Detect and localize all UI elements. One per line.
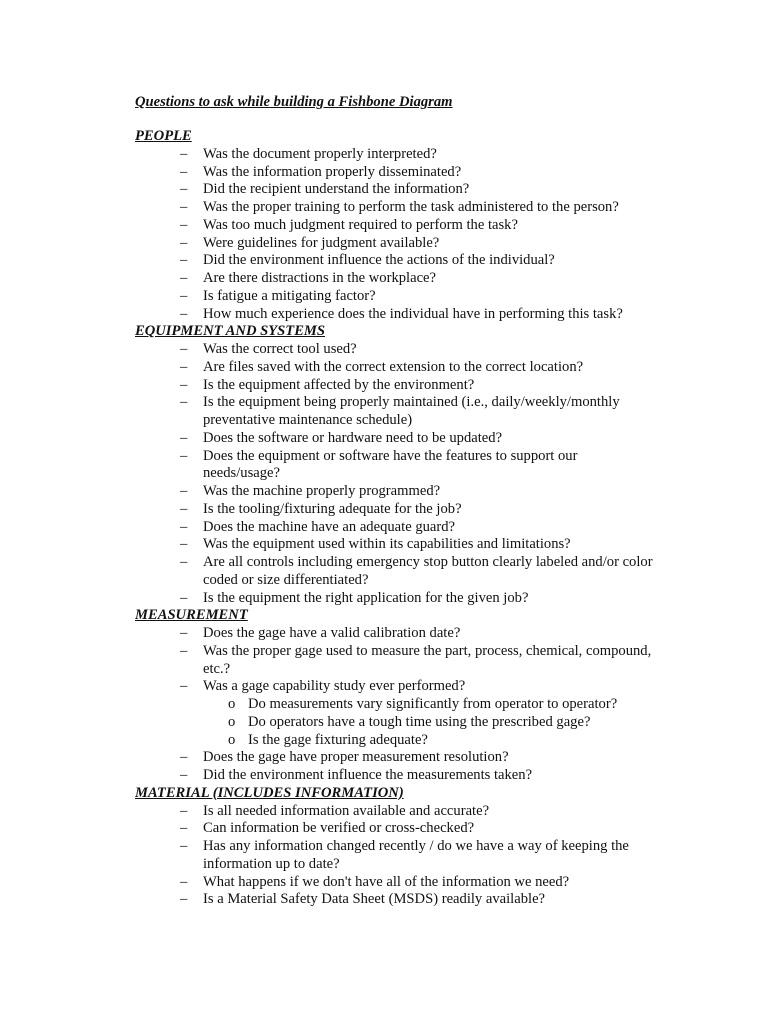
bullet-item <box>135 767 655 785</box>
bullet-text: Are files saved with the correct extension to the correct location? <box>203 358 584 375</box>
bullet-item <box>135 820 655 838</box>
dash-bullet-marker: – <box>180 216 188 233</box>
bullet-item <box>135 306 655 324</box>
dash-bullet-marker: – <box>180 358 188 375</box>
document-title: Questions to ask while building a Fishbone Diagram <box>135 94 453 110</box>
bullet-text: What happens if we don't have all of the information we need? <box>203 873 570 890</box>
bullet-text: Is a Material Safety Data Sheet (MSDS) readily available? <box>203 891 546 908</box>
bullet-item <box>135 803 655 821</box>
bullet-text: Was the document properly interpreted? <box>203 145 437 162</box>
dash-bullet-marker: – <box>180 767 188 783</box>
bullet-text: Was too much judgment required to perform the task? <box>203 216 518 233</box>
bullet-item <box>135 625 655 643</box>
dash-bullet-marker: – <box>180 678 188 695</box>
section-measurement <box>135 607 655 785</box>
bullet-text: How much experience does the individual have in performing this task? <box>203 305 623 322</box>
bullet-text: Is the tooling/fixturing adequate for the job? <box>203 500 462 517</box>
bullet-text: Did the recipient understand the information? <box>203 181 470 198</box>
dash-bullet-marker: – <box>180 642 188 659</box>
bullet-item <box>135 519 655 537</box>
sub-bullet-text: Do measurements vary significantly from operator to operator? <box>248 696 618 712</box>
circle-bullet-marker: o <box>228 696 236 712</box>
dash-bullet-marker: – <box>180 287 188 304</box>
bullet-text: Are all controls including emergency stop button clearly labeled and/or color coded or size differentiated? <box>203 554 653 588</box>
section-heading: PEOPLE <box>135 128 192 144</box>
bullet-text: Is all needed information available and accurate? <box>203 802 490 819</box>
bullet-item <box>135 891 655 909</box>
bullet-text: Was the machine properly programmed? <box>203 483 441 499</box>
dash-bullet-marker: – <box>180 891 188 908</box>
dash-bullet-marker: – <box>180 181 188 198</box>
bullet-item <box>135 164 655 182</box>
dash-bullet-marker: – <box>180 820 188 837</box>
bullet-item <box>135 838 655 874</box>
dash-bullet-marker: – <box>180 163 188 180</box>
bullet-text: Did the environment influence the actions of the individual? <box>203 252 555 269</box>
dash-bullet-marker: – <box>180 199 188 215</box>
bullet-item <box>135 643 655 679</box>
bullet-text: Were guidelines for judgment available? <box>203 234 440 251</box>
dash-bullet-marker: – <box>180 802 188 819</box>
bullet-text: Was a gage capability study ever performed? <box>203 678 466 695</box>
bullet-item <box>135 181 655 199</box>
bullet-text: Is the equipment being properly maintained (i.e., daily/weekly/monthly preventative maintenance schedule) <box>203 394 620 428</box>
section-equipment-and-systems <box>135 323 655 607</box>
bullet-item <box>135 501 655 519</box>
bullet-item <box>135 199 655 217</box>
dash-bullet-marker: – <box>180 394 188 411</box>
section-material-includes-information <box>135 785 655 909</box>
bullet-text: Does the gage have proper measurement resolution? <box>203 749 509 766</box>
bullet-text: Is fatigue a mitigating factor? <box>203 287 376 304</box>
section-heading: EQUIPMENT AND SYSTEMS <box>135 323 326 340</box>
bullet-item <box>135 678 655 696</box>
dash-bullet-marker: – <box>180 500 188 517</box>
sub-bullet-item <box>135 696 655 714</box>
circle-bullet-marker: o <box>228 713 236 730</box>
bullet-text: Has any information changed recently / do we have a way of keeping the information up to date? <box>203 838 629 872</box>
sub-bullet-item <box>135 732 655 750</box>
bullet-item <box>135 217 655 235</box>
bullet-text: Can information be verified or cross-checked? <box>203 820 475 837</box>
dash-bullet-marker: – <box>180 873 188 890</box>
dash-bullet-marker: – <box>180 145 188 162</box>
bullet-text: Is the equipment the right application for the given job? <box>203 589 529 606</box>
dash-bullet-marker: – <box>180 305 188 322</box>
document-body <box>135 128 655 909</box>
sub-bullet-text: Is the gage fixturing adequate? <box>248 731 428 748</box>
bullet-item <box>135 146 655 164</box>
bullet-item <box>135 270 655 288</box>
bullet-item <box>135 235 655 253</box>
bullet-text: Was the correct tool used? <box>203 341 357 357</box>
sub-bullet-item <box>135 714 655 732</box>
bullet-item <box>135 874 655 892</box>
bullet-text: Is the equipment affected by the environment? <box>203 376 475 393</box>
section-heading: MEASUREMENT <box>135 607 248 624</box>
dash-bullet-marker: – <box>180 429 188 446</box>
dash-bullet-marker: – <box>180 234 188 251</box>
dash-bullet-marker: – <box>180 270 188 286</box>
bullet-text: Does the software or hardware need to be updated? <box>203 429 503 446</box>
bullet-item <box>135 536 655 554</box>
bullet-item <box>135 394 655 430</box>
dash-bullet-marker: – <box>180 376 188 393</box>
bullet-item <box>135 377 655 395</box>
dash-bullet-marker: – <box>180 625 188 641</box>
bullet-text: Does the equipment or software have the features to support our needs/usage? <box>203 447 578 482</box>
dash-bullet-marker: – <box>180 554 188 570</box>
bullet-item <box>135 483 655 501</box>
bullet-item <box>135 341 655 359</box>
bullet-text: Was the information properly disseminated? <box>203 163 462 180</box>
dash-bullet-marker: – <box>180 518 188 535</box>
dash-bullet-marker: – <box>180 536 188 553</box>
dash-bullet-marker: – <box>180 447 188 464</box>
bullet-item <box>135 448 655 484</box>
bullet-text: Does the machine have an adequate guard? <box>203 518 456 535</box>
dash-bullet-marker: – <box>180 589 188 606</box>
dash-bullet-marker: – <box>180 252 188 269</box>
bullet-text: Was the proper training to perform the task administered to the person? <box>203 199 619 215</box>
bullet-text: Was the equipment used within its capabilities and limitations? <box>203 536 571 553</box>
section-heading: MATERIAL (INCLUDES INFORMATION) <box>135 784 404 801</box>
dash-bullet-marker: – <box>180 341 188 357</box>
bullet-item <box>135 288 655 306</box>
sub-bullet-text: Do operators have a tough time using the prescribed gage? <box>248 713 591 730</box>
bullet-item <box>135 590 655 608</box>
circle-bullet-marker: o <box>228 731 236 748</box>
bullet-item <box>135 749 655 767</box>
bullet-text: Did the environment influence the measurements taken? <box>203 767 533 783</box>
bullet-text: Does the gage have a valid calibration date? <box>203 625 461 641</box>
bullet-item <box>135 430 655 448</box>
bullet-text: Are there distractions in the workplace? <box>203 270 437 286</box>
section-people <box>135 128 655 323</box>
dash-bullet-marker: – <box>180 749 188 766</box>
bullet-item <box>135 554 655 590</box>
dash-bullet-marker: – <box>180 838 188 854</box>
bullet-item <box>135 252 655 270</box>
bullet-item <box>135 359 655 377</box>
dash-bullet-marker: – <box>180 483 188 499</box>
bullet-text: Was the proper gage used to measure the part, process, chemical, compound, etc.? <box>203 642 652 677</box>
